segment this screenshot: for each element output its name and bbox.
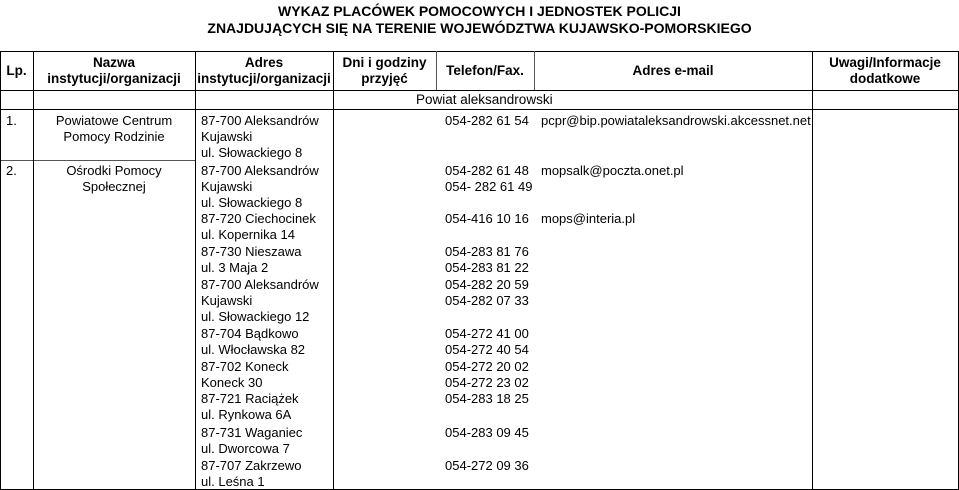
phone-number: 054-282 61 48 xyxy=(445,163,529,178)
address-line: ul. Kopernika 14 xyxy=(201,227,295,242)
phone-number: 054-416 10 16 xyxy=(445,211,529,226)
institution-name-2-line1: Ośrodki Pomocy xyxy=(66,163,162,178)
phone-number: 054-283 18 25 xyxy=(445,391,529,406)
phone-number: 054- 282 61 49 xyxy=(445,179,533,194)
institution-name-1-line1: Powiatowe Centrum xyxy=(55,113,173,128)
address-line: ul. Dworcowa 7 xyxy=(201,441,290,456)
header-lp: Lp. xyxy=(6,63,27,78)
header-address-line1: Adres xyxy=(244,55,284,70)
phone-number: 054-283 81 76 xyxy=(445,244,529,259)
email-address[interactable]: mops@interia.pl xyxy=(541,211,636,226)
header-name-line2: instytucji/organizacji xyxy=(47,71,181,86)
header-address-line2: instytucji/organizacji xyxy=(197,71,331,86)
address-line: ul. Rynkowa 6A xyxy=(201,407,292,422)
address-line: ul. Słowackiego 12 xyxy=(201,309,310,324)
address-line: 87-731 Waganiec xyxy=(201,425,303,440)
address-line: 87-700 Aleksandrów xyxy=(201,277,319,292)
col-border-left xyxy=(0,51,1,490)
section-bottom-border xyxy=(0,109,959,110)
phone-number: 054-272 20 02 xyxy=(445,359,529,374)
phone-number: 054-272 40 54 xyxy=(445,342,529,357)
phone-number: 054-272 41 00 xyxy=(445,326,529,341)
document-title-line1: WYKAZ PLACÓWEK POMOCOWYCH I JEDNOSTEK POLICJI xyxy=(278,3,681,19)
phone-number: 054-282 20 59 xyxy=(445,277,529,292)
header-days-line2: przyjęć xyxy=(361,71,408,86)
header-notes-line1: Uwagi/Informacje xyxy=(829,55,941,70)
address-line: 87-730 Nieszawa xyxy=(201,244,302,259)
header-phone: Telefon/Fax. xyxy=(446,63,524,78)
row-separator xyxy=(0,160,195,161)
phone-number: 054-282 61 54 xyxy=(445,113,529,128)
address-line: 87-700 Aleksandrów xyxy=(201,163,319,178)
email-address[interactable]: pcpr@bip.powiataleksandrowski.akcessnet.net xyxy=(541,113,811,128)
address-line: 87-721 Raciążek xyxy=(201,391,299,406)
row-lp-1: 1. xyxy=(6,113,17,128)
phone-number: 054-283 09 45 xyxy=(445,425,529,440)
address-line: Koneck 30 xyxy=(201,375,263,390)
phone-number: 054-282 07 33 xyxy=(445,293,529,308)
email-address[interactable]: mopsalk@poczta.onet.pl xyxy=(541,163,684,178)
address-line: 87-704 Bądkowo xyxy=(201,326,299,341)
row-lp-2: 2. xyxy=(6,163,17,178)
address-line: 87-700 Aleksandrów xyxy=(201,113,319,128)
institution-name-1-line2: Pomocy Rodzinie xyxy=(63,129,165,144)
address-line: Kujawski xyxy=(201,179,253,194)
document-title-line2: ZNAJDUJĄCYCH SIĘ NA TERENIE WOJEWÓDZTWA KUJAWSKO-POMORSKIEGO xyxy=(207,20,752,36)
header-notes-line2: dodatkowe xyxy=(849,71,921,86)
section-title: Powiat aleksandrowski xyxy=(416,92,553,107)
col-border-name xyxy=(195,51,196,490)
institution-name-2-line2: Społecznej xyxy=(82,179,146,194)
address-line: ul. Włocławska 82 xyxy=(201,342,306,357)
header-top-border xyxy=(0,51,959,52)
col-border-addr xyxy=(333,51,334,490)
phone-number: 054-272 09 36 xyxy=(445,458,529,473)
address-line: 87-702 Koneck xyxy=(201,359,289,374)
address-line: ul. Leśna 1 xyxy=(201,474,265,489)
address-line: Kujawski xyxy=(201,129,253,144)
header-days-line1: Dni i godziny xyxy=(342,55,427,70)
phone-number: 054-283 81 22 xyxy=(445,260,529,275)
address-line: 87-720 Ciechocinek xyxy=(201,211,316,226)
address-line: Kujawski xyxy=(201,293,253,308)
header-bottom-border xyxy=(0,90,959,91)
address-line: ul. 3 Maja 2 xyxy=(201,260,269,275)
phone-number: 054-272 23 02 xyxy=(445,375,529,390)
address-line: ul. Słowackiego 8 xyxy=(201,195,303,210)
header-email: Adres e-mail xyxy=(632,63,714,78)
col-border-email xyxy=(812,51,813,490)
header-name-line1: Nazwa xyxy=(92,55,136,70)
address-line: 87-707 Zakrzewo xyxy=(201,458,302,473)
address-line: ul. Słowackiego 8 xyxy=(201,145,303,160)
